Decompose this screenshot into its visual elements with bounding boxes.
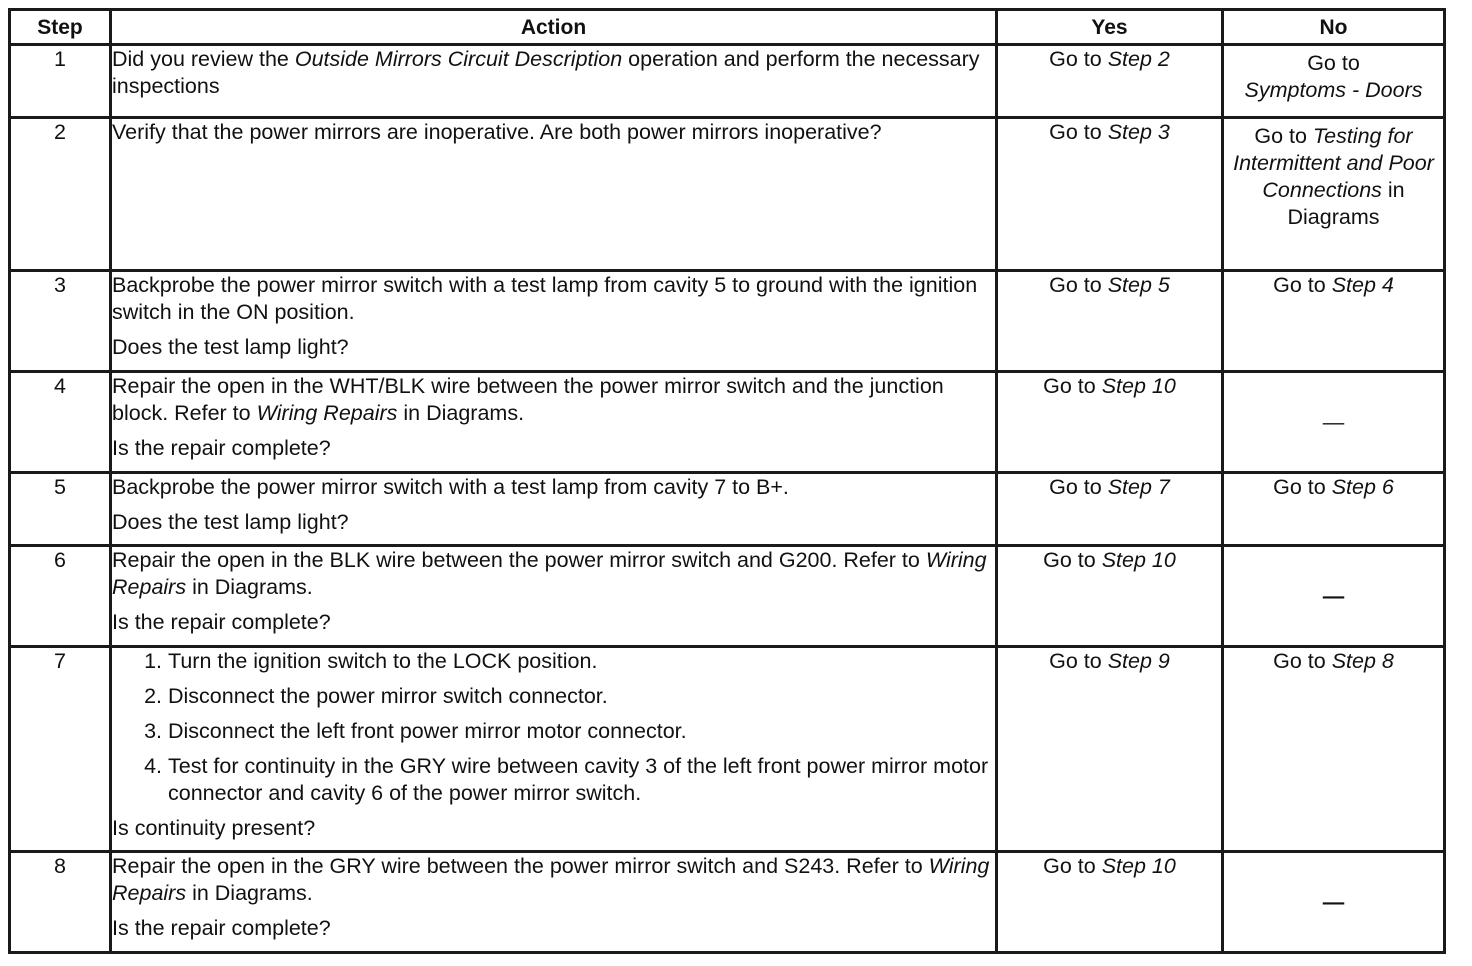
no-cell [1223,45,1445,118]
action-text-part: Did you review the [112,47,295,71]
action-question: Is continuity present? [112,816,316,840]
step-number: 4 [10,372,111,473]
table-row-step-6 [10,546,1445,647]
yes-prefix: Go to [1043,854,1102,878]
action-cell [111,473,997,546]
action-question: Is the repair complete? [112,916,331,940]
no-prefix: Go to [1254,124,1313,148]
table-row-step-7 [10,647,1445,852]
no-step-link[interactable]: Step 6 [1331,475,1394,499]
action-text: Backprobe the power mirror switch with a test lamp from cavity 5 to ground with the ignition switch in the ON position. [112,273,978,324]
no-testing-link[interactable]: Testing for Intermittent and Poor Connections [1233,124,1434,202]
table-row-step-8 [10,852,1445,953]
header-yes: Yes [997,10,1223,45]
action-text-part: in Diagrams. [186,881,313,905]
action-text-part: Repair the open in the WHT/BLK wire between the power mirror switch and the junction block. Refer to [112,374,944,425]
yes-prefix: Go to [1043,548,1102,572]
action-cell [111,45,997,118]
action-cell [111,118,997,271]
yes-prefix: Go to [1049,273,1108,297]
action-text: Verify that the power mirrors are inoperative. Are both power mirrors inoperative? [112,120,882,144]
step-number: 1 [10,45,111,118]
step-number: 6 [10,546,111,647]
action-text [112,373,995,427]
no-prefix: Go to [1307,51,1360,75]
table-row-step-4 [10,372,1445,473]
action-cell [111,372,997,473]
no-cell [1223,271,1445,372]
yes-cell [997,546,1223,647]
substep-item: 4. Test for continuity in the GRY wire between cavity 3 of the left front power mirror motor connector and cavity 6 of the power mirror switch. [168,753,995,807]
header-action: Action [111,10,997,45]
no-step-link[interactable]: Step 4 [1331,273,1394,297]
action-text-part: in Diagrams. [397,401,525,425]
substep-list [112,648,995,807]
action-text-part: Repair the open in the BLK wire between the power mirror switch and G200. Refer to [112,548,926,572]
step-number: 7 [10,647,111,852]
no-dash: — [1322,889,1345,914]
step-number: 5 [10,473,111,546]
yes-step-link[interactable]: Step 10 [1101,548,1176,572]
no-symptoms-link[interactable]: Symptoms - Doors [1244,78,1423,102]
no-prefix: Go to [1273,649,1332,673]
table-row-step-5 [10,473,1445,546]
no-cell [1223,546,1445,647]
circuit-description-reference: Outside Mirrors Circuit Description [294,47,623,71]
action-text [112,46,995,100]
action-text: Backprobe the power mirror switch with a test lamp from cavity 7 to B+. [112,475,789,499]
action-cell [111,546,997,647]
action-text-part: Repair the open in the GRY wire between the power mirror switch and S243. Refer to [112,854,929,878]
yes-step-link[interactable]: Step 10 [1101,374,1176,398]
yes-prefix: Go to [1043,374,1102,398]
substep-item: 3. Disconnect the left front power mirror motor connector. [168,718,995,745]
yes-prefix: Go to [1049,475,1108,499]
header-step: Step [10,10,111,45]
step-number: 3 [10,271,111,372]
yes-step-link[interactable]: Step 5 [1107,273,1170,297]
yes-step-link[interactable]: Step 10 [1101,854,1176,878]
no-prefix: Go to [1273,273,1332,297]
yes-cell [997,852,1223,953]
table-row-step-2 [10,118,1445,271]
yes-prefix: Go to [1049,649,1108,673]
no-cell [1223,852,1445,953]
no-cell [1223,473,1445,546]
wiring-repairs-reference: Wiring Repairs [112,854,990,905]
action-text-part: in Diagrams. [186,575,313,599]
table-row-step-1 [10,45,1445,118]
yes-cell [997,473,1223,546]
yes-prefix: Go to [1049,47,1108,71]
action-question: Is the repair complete? [112,436,331,460]
substep-item: 2. Disconnect the power mirror switch connector. [168,683,995,710]
wiring-repairs-reference: Wiring Repairs [112,548,987,599]
wiring-repairs-reference: Wiring Repairs [256,401,398,425]
table-header-row [10,10,1445,45]
step-number: 8 [10,852,111,953]
no-dash: — [1322,583,1345,608]
yes-step-link[interactable]: Step 2 [1107,47,1170,71]
yes-step-link[interactable]: Step 9 [1107,649,1170,673]
yes-cell [997,118,1223,271]
no-cell [1223,647,1445,852]
yes-cell [997,271,1223,372]
action-question: Does the test lamp light? [112,510,349,534]
header-no: No [1223,10,1445,45]
action-text [112,547,995,601]
yes-step-link[interactable]: Step 3 [1107,120,1170,144]
no-step-link[interactable]: Step 8 [1331,649,1394,673]
action-text-part: operation and perform the necessary inspections [112,47,980,98]
diagnostic-table [8,8,1446,954]
yes-cell [997,647,1223,852]
action-text [112,853,995,907]
action-question: Is the repair complete? [112,610,331,634]
no-cell [1223,372,1445,473]
yes-cell [997,45,1223,118]
action-cell [111,852,997,953]
no-dash: — [1322,409,1345,434]
table-row-step-3 [10,271,1445,372]
action-question: Does the test lamp light? [112,335,349,359]
yes-cell [997,372,1223,473]
action-cell [111,647,997,852]
action-cell [111,271,997,372]
no-prefix: Go to [1273,475,1332,499]
substep-item: 1. Turn the ignition switch to the LOCK position. [168,648,995,675]
yes-prefix: Go to [1049,120,1108,144]
yes-step-link[interactable]: Step 7 [1107,475,1170,499]
step-number: 2 [10,118,111,271]
no-suffix: in Diagrams [1287,178,1405,229]
no-cell [1223,118,1445,271]
